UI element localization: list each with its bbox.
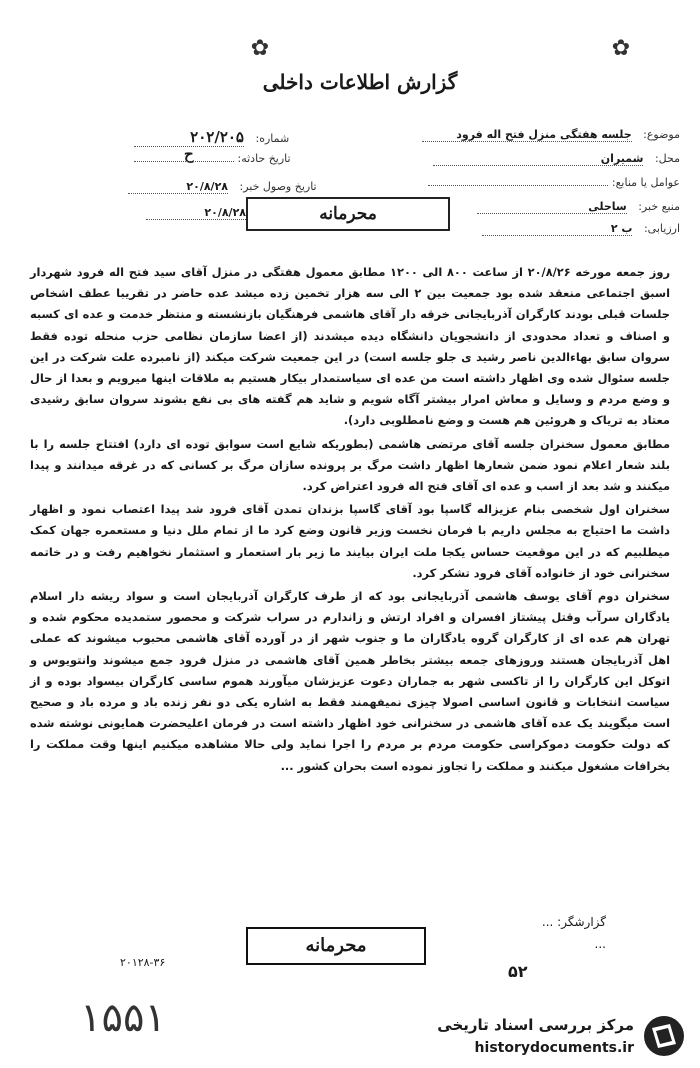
confidential-stamp-footer: محرمانه	[246, 927, 426, 965]
archive-code: ۲۰۱۲۸-۳۶	[120, 956, 166, 969]
page-number: ۵۲	[508, 962, 528, 981]
document-archive-icon	[642, 1014, 686, 1058]
location-value: شمیران	[433, 152, 643, 166]
number-value: ۲۰۲/۲۰۵	[134, 128, 244, 147]
signature-name: ...	[594, 937, 606, 951]
report-body	[30, 262, 670, 779]
receipt-date-label: تاریخ وصول خبر:	[239, 180, 317, 193]
paragraph: سخنران دوم آقای یوسف هاشمی آذربایجانی بود که از طرف کارگران آذربایجان است و سواد ریشه دار اسلام یادگاران سرآب وقتل پیشتاز افسران و افراد ارتش و زاندارم در سراب شرکت و محصور ستمدیده محکوم شده و تهران هم عده ای از کارگران گروه یادگاران ما و جنوب شهر از در آورده آقای هاشمی محبوب میشوند که عملی اهل آذربایجان هستند وروزهای جمعه بیشتر بخاطر همین آقای هاشمی در منزل فرود جمع میشوند وانتویوس و اتوکل این کارگران را از تاکسی شهر به جماران دعوت عزیزشان میآورند هموم ساسی کارگران بیسواد بوده و از سیاست انتخابات و قانون اساسی اصولا چیزی نمیفهمند فقط به اشاره یکی دو نفر زنده باد و مرده باد و صحیح است میگویند یک عده آقای هاشمی در سخنرانی خود اظهار داشته است در فرمان اعلیحضرت همایونی نوشته شده که دولت حکومت دموکراسی حکومت مردم بر مردم را اجرا نماید ولی حالا مشاهده میکنیم اینها وقت مملکت را بخرافات مشغول میکنند و مملکت را تجاوز نموده است بحران کشور ...	[30, 589, 670, 773]
event-date-field	[134, 152, 291, 165]
report-date-value: ۲۰/۸/۲۸	[146, 206, 246, 220]
receipt-date-field	[128, 180, 317, 194]
report-date-field	[146, 206, 254, 220]
assessment-label: ارزیابی:	[643, 222, 680, 235]
event-date-label: تاریخ حادثه:	[237, 152, 291, 165]
watermark-logo	[412, 1010, 692, 1068]
emblem-icon: ✿	[611, 36, 631, 61]
number-field	[134, 128, 289, 147]
source-field	[477, 200, 680, 214]
event-date-value	[134, 161, 234, 162]
confidential-stamp: محرمانه	[246, 197, 450, 231]
subject-value: جلسه هفتگی منزل فتح اله فرود	[422, 128, 632, 142]
sources-field	[428, 176, 680, 189]
assessment-value: ب ۲	[482, 222, 632, 236]
emblem-icon: ✿	[250, 36, 270, 61]
number-label: شماره:	[255, 132, 290, 145]
signature-label: گزارشگر: ...	[541, 915, 606, 929]
paragraph: سخنران اول شخصی بنام عزیزاله گاسپا بود آقای گاسپا بزندان تمدن آقای فرود شد پیدا اعتصاب نمود و اظهار داشت ما احتیاج به مجلس داریم با فرمان نخست وزیر قانون وضع کرد ما از تمام ملل دنیا و مستعمره جهان کمک میطلبیم که در این موقعیت حساس یکجا ملت ایران بیایند ما زیر بار استعمار و استثمار نخواهیم رفت و در خاتمه سخنرانی خود از خانواده آقای فرود تشکر کرد.	[30, 502, 670, 580]
location-label: محل:	[654, 152, 680, 165]
source-value: ساحلی	[477, 200, 627, 214]
source-label: منبع خبر:	[638, 200, 680, 213]
paragraph: روز جمعه مورخه ۲۰/۸/۲۶ از ساعت ۸۰۰ الی ۱۲۰۰ مطابق معمول هفتگی در منزل آقای سید فتح اله فرود شهردار اسبق اجتماعی منعقد شده بود جمعیت بین ۲ الی سه هزار تخمین زده میشد عده حاضر در تقریبا عطف اشخاص جلسات قبلی بودند کارگران آذربایجانی خرقه دار آقای هاشمی فرهنگیان بازنشسته و منتظر خدمت و عده ای کسبه و اصناف و تعداد محدودی از دانشجویان دانشگاه دیده میشدند (از اعضا سازمان نظامی حزب منحله توده فقط سروان سابق بهاءالدین ناصر رشید ی جلو جلسه است) در این جمعیت شرکت میکند (از نامبرده علت شرکت در این جلسه سئوال شده وی اظهار داشته است من عده ای سیاستمدار بیکار هستیم به ملاقات اینها میرویم و بعدا از حال و وضع مردم و وسایل و معاش امرار بیشتر آگاه شویم و شاید هم گفته های بی نفع بشوند سروان سابق رشیدی معتاد به تریاک و هروئین هم هست و وضع نامطلوبی دارد).	[30, 265, 671, 428]
sources-value	[428, 185, 608, 186]
document-title: گزارش اطلاعات داخلی	[262, 70, 458, 94]
watermark-org-name: مرکز بررسی اسناد تاریخی	[437, 1016, 634, 1034]
subject-field	[422, 128, 680, 142]
sources-label: عوامل یا منابع:	[611, 176, 680, 189]
watermark-url: historydocuments.ir	[474, 1040, 634, 1056]
handwritten-note: ۱۵۵۱	[80, 995, 166, 1041]
subject-label: موضوع:	[643, 128, 680, 141]
location-field	[433, 152, 680, 166]
paragraph: مطابق معمول سخنران جلسه آقای مرتضی هاشمی (بطوریکه شایع است سوابق توده ای دارد) افتتاح جلسه را با بلند شعار اعلام نمود ضمن شعارها اظهار داشت مرگ بر پرونده سازان مرگ بر کسانی که در غرقه میدانند و پیدا میکنند و شد بعد از اسب و عده ای آقای فتح اله فرود اعتراض کرد.	[30, 436, 670, 494]
number-sub: ح	[184, 145, 194, 163]
receipt-date-value: ۲۰/۸/۲۸	[128, 180, 228, 194]
assessment-field	[482, 222, 680, 236]
